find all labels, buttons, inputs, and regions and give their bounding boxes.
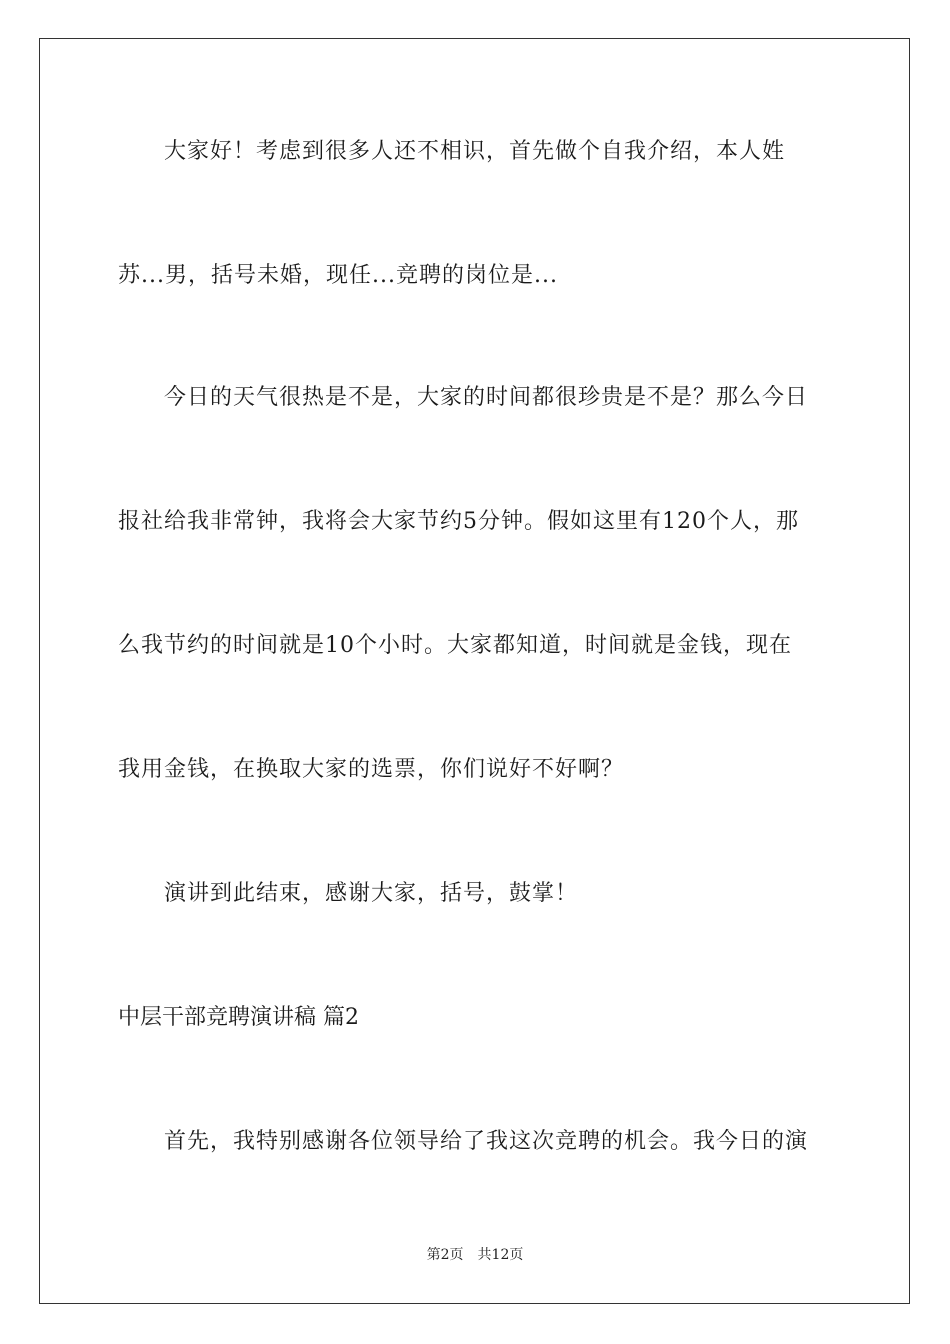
page-total: 共12页 xyxy=(477,1247,524,1263)
section-heading: 中层干部竞聘演讲稿 篇2 xyxy=(118,1005,359,1030)
paragraph-line-5: 么我节约的时间就是10个小时。大家都知道，时间就是金钱，现在 xyxy=(118,633,792,658)
paragraph-line-7: 演讲到此结束，感谢大家，括号，鼓掌！ xyxy=(164,881,579,906)
paragraph-line-4: 报社给我非常钟，我将会大家节约5分钟。假如这里有120个人，那 xyxy=(118,509,799,534)
paragraph-line-1: 大家好！考虑到很多人还不相识，首先做个自我介绍，本人姓 xyxy=(164,139,786,164)
page-frame xyxy=(39,38,910,1304)
paragraph-line-2: 苏...男，括号未婚，现任...竞聘的岗位是... xyxy=(118,263,558,288)
page-footer xyxy=(0,1246,950,1264)
paragraph-line-6: 我用金钱，在换取大家的选票，你们说好不好啊？ xyxy=(118,757,625,782)
page-number: 第2页 xyxy=(426,1247,464,1263)
paragraph-line-3: 今日的天气很热是不是，大家的时间都很珍贵是不是？那么今日 xyxy=(164,385,809,410)
paragraph-line-8: 首先，我特别感谢各位领导给了我这次竞聘的机会。我今日的演 xyxy=(164,1129,809,1154)
